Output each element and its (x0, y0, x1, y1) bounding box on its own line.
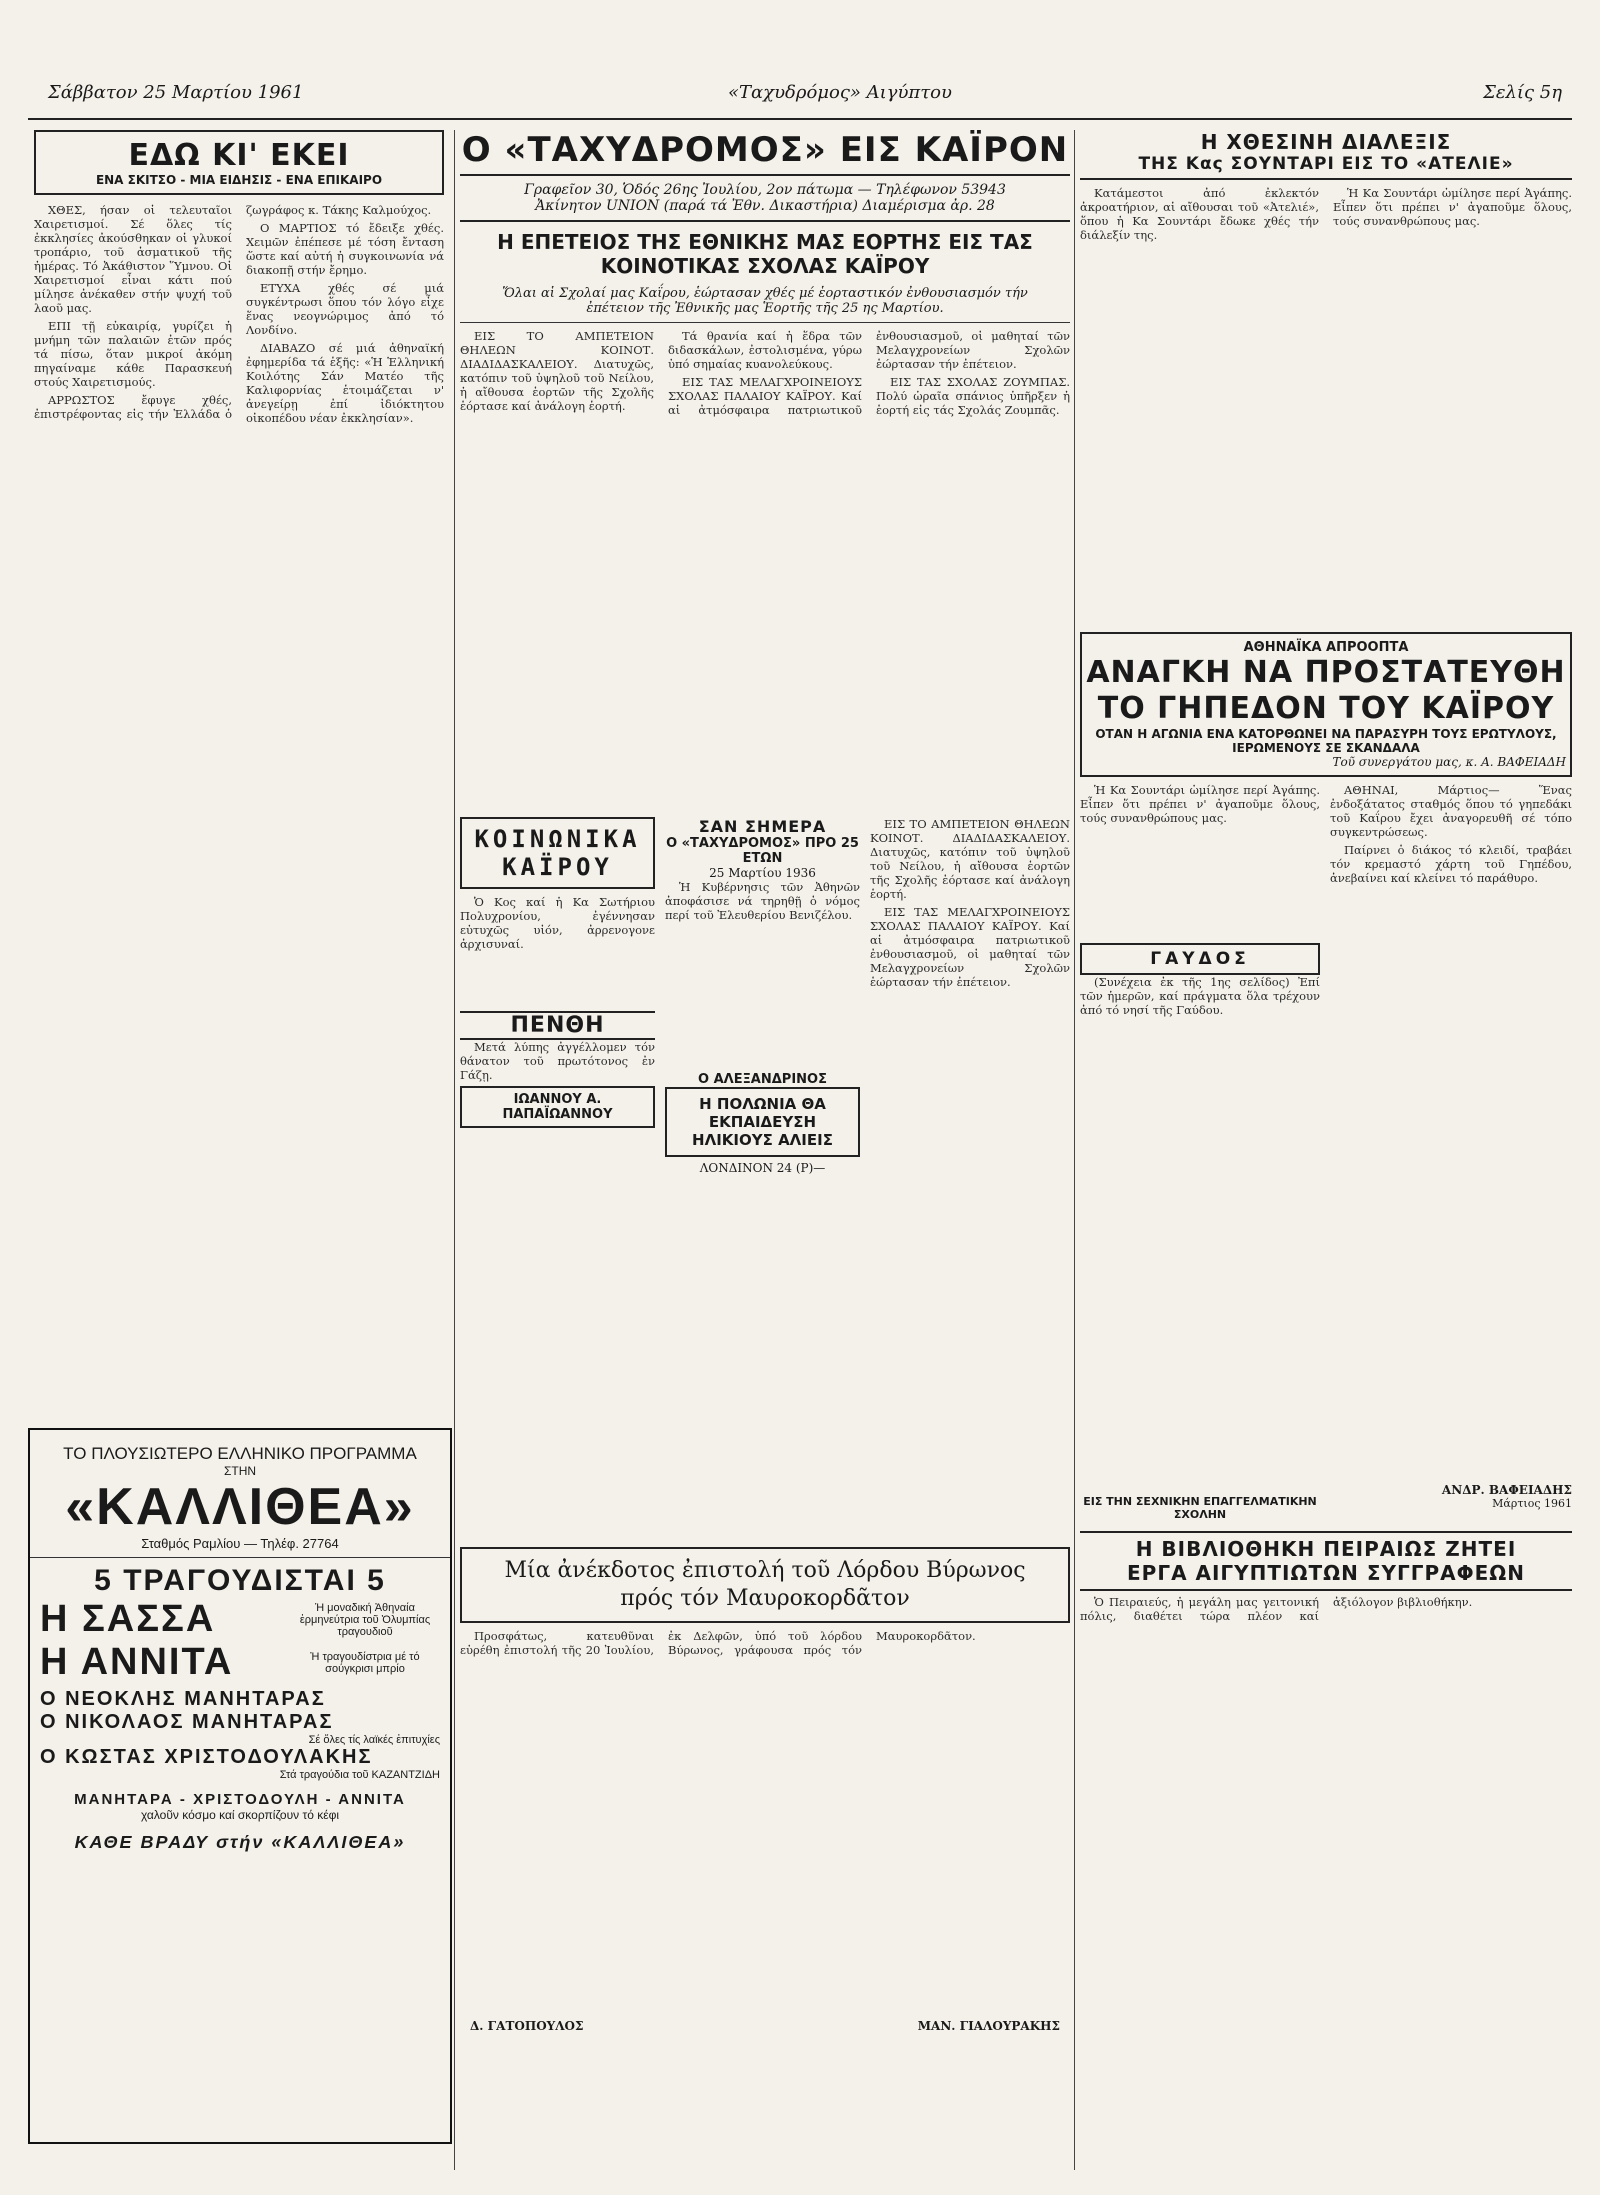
article-body (460, 323, 1070, 809)
ad-note: Στά τραγούδια τοῦ ΚΑΖΑΝΤΖΙΔΗ (279, 1769, 440, 1781)
signature: ΑΝΔΡ. ΒΑΦΕΙΑΔΗΣ (1441, 1483, 1572, 1497)
issue-date: Σάββατον 25 Μαρτίου 1961 (48, 82, 304, 103)
letter-column-top (870, 817, 1070, 1537)
past-column (665, 817, 860, 1537)
signature-date: Μάρτιος 1961 (1492, 1497, 1572, 1510)
ad-performer: Η ΑΝΝΙΤΑ (40, 1641, 234, 1683)
paragraph: ΑΡΡΩΣΤΟΣ ἔφυγε χθές, ἐπιστρέφοντας εἰς τήν Ἑλλάδα ὁ ζωγράφος κ. Τάκης Καλμούχος. (34, 203, 432, 421)
paragraph: Προσφάτως, κατευθῦναι εὑρέθη ἐπιστολή τῆς 20 Ἰουλίου, ἐκ Δελφῶν, ὑπό τοῦ λόρδου Βύρωνος, γράφουσα πρός τόν Μαυροκορδᾶτον. (460, 1629, 976, 1657)
paragraph: Ο ΜΑΡΤΙΟΣ τό ἔδειξε χθές. Χειμῶν ἐπέπεσε μέ τόση ἔνταση ὥστε καί αὐτή ἡ συγκοινωνία νά διακοπῇ στήν ἔρημο. (246, 221, 444, 277)
office-info: Ἀκίνητον UNION (παρά τά Ἐθν. Δικαστήρια) Διαμέρισμα ἀρ. 28 (460, 198, 1070, 222)
letter-header (460, 1547, 1070, 1623)
letter-body (460, 1629, 1070, 2019)
divider (30, 1557, 450, 1558)
paragraph: Ἡ Κυβέρνησις τῶν Ἀθηνῶν ἀποφάσισε νά τηρηθῇ ὁ νόμος περί τοῦ Ἐλευθερίου Βενιζέλου. (665, 880, 860, 922)
masthead: «Ταχυδρόμος» Αιγύπτου (728, 82, 952, 103)
section-subtitle: ΕΝΑ ΣΚΙΤΣΟ - ΜΙΑ ΕΙΔΗΣΙΣ - ΕΝΑ ΕΠΙΚΑΙΡΟ (95, 173, 383, 187)
column-rule (454, 130, 455, 2170)
paragraph: Ἡ Κα Σουντάρι ὡμίλησε περί Ἀγάπης. Εἶπεν ὅτι πρέπει ν' ἀγαποῦμε ὅλους, τούς συνανθρώπους μας. (1333, 186, 1572, 228)
ad-note: Ἡ τραγουδίστρια μέ τό σούγκρισι μπρίο (310, 1650, 420, 1675)
ad-note: Ἡ μοναδική Ἀθηναία ἑρμηνεύτρια τοῦ Ὀλυμπίας τραγουδιοῦ (299, 1601, 431, 1638)
past-subtitle: Ο «ΤΑΧΥΔΡΟΜΟΣ» ΠΡΟ 25 ΕΤΩΝ (666, 836, 859, 866)
dateline: ΛΟΝΔΙΝΟΝ 24 (Ρ)— (699, 1161, 826, 1175)
byline: Ο ΑΛΕΞΑΝΔΡΙΝΟΣ (698, 1072, 827, 1087)
ad-footer: ΚΑΘΕ ΒΡΑΔΥ στήν «ΚΑΛΛΙΘΕΑ» (74, 1832, 406, 1852)
byline: Τοῦ συνεργάτου μας, κ. Α. ΒΑΦΕΙΑΔΗ (1332, 755, 1566, 769)
column-right (1080, 130, 1572, 2170)
ad-performer: Η ΣΑΣΣΑ (40, 1598, 216, 1640)
ad-note: Σέ ὅλες τίς λαϊκές ἐπιτυχίες (308, 1734, 440, 1746)
feature-header (1080, 632, 1572, 777)
ad-performer: Ο ΚΩΣΤΑΣ ΧΡΙΣΤΟΔΟΥΛΑΚΗΣ (40, 1746, 373, 1768)
paragraph: ΕΙΣ ΤΑΣ ΜΕΛΑΓΧΡΟΙΝΕΙΟΥΣ ΣΧΟΛΑΣ ΠΑΛΑΙΟΥ ΚΑΪΡΟΥ. Καί αἱ ἀτμόσφαιρα πατριωτικοῦ ἐνθουσιασμοῦ, οἱ μαθηταί τῶν Μελαγχρονείων Σχολῶν ἑώρτασαν τήν ἐπέτειον. (870, 905, 1070, 989)
paragraph: Παίρνει ὁ διάκος τό κλειδί, τραβάει τόν κρεμαστό χάρτη τοῦ Γηπέδου, ἀνεβαίνει καί κλείνει τό παράθυρο. (1330, 843, 1572, 885)
headline: Η ΠΟΛΩΝΙΑ ΘΑ ΕΚΠΑΙΔΕΥΣΗ ΗΛΙΚΙΟΥΣ ΑΛΙΕΙΣ (665, 1087, 860, 1157)
column-left (28, 130, 450, 1420)
paragraph: ΕΠΙ τῇ εὐκαιρίᾳ, γυρίζει ἡ μνήμη τῶν παλαιῶν ἐτῶν πρός τά πίσω, ὅταν μικροί ἀκόμη πηγαίναμε κάθε Παρασκευή στούς Χαιρετισμούς. (34, 319, 232, 389)
paragraph: Ἡ Κα Σουντάρι ὡμίλησε περί Ἀγάπης. Εἶπεν ὅτι πρέπει ν' ἀγαποῦμε ὅλους, τούς συνανθρώπους μας. (1080, 783, 1320, 825)
paragraph: ΑΘΗΝΑΙ, Μάρτιος— Ἕνας ἐνδοξάτατος σταθμός ὅπου τό γηπεδάκι τοῦ Καΐρου ἔχει ἀναγορευθῆ σέ τόπο συγκεντρώσεως. (1330, 783, 1572, 839)
signature: Δ. ΓΑΤΟΠΟΥΛΟΣ (470, 2019, 584, 2033)
paragraph: (Συνέχεια ἐκ τῆς 1ης σελίδος) Ἐπί τῶν ἡμερῶν, καί πράγματα ὅλα τρέχουν ἀπό τό νησί τῆς Γαύδου. (1080, 975, 1320, 1017)
library-body (1080, 1591, 1572, 1875)
paragraph: ΕΙΣ ΤΑΣ ΣΧΟΛΑΣ ΖΟΥΜΠΑΣ. Πολύ ὡραῖα σπάνιος ὑπῆρξεν ἡ ἑορτή εἰς τάς Σχολάς Ζουμπᾶς. (876, 375, 1070, 417)
paragraph: ΕΙΣ ΤΟ ΑΜΠΕΤΕΙΟΝ ΘΗΛΕΩΝ ΚΟΙΝΟΤ. ΔΙΑΔΙΔΑΣΚΑΛΕΙΟΥ. Διατυχῶς, κατόπιν τοῦ ὑψηλοῦ τοῦ Νείλου, ἡ αἴθουσα ἑορτῶν τῆς Σχολῆς ἑόρτασε καί ἀνάλογη ἑορτή. (870, 817, 1070, 901)
signature: ΜΑΝ. ΓΙΑΛΟΥΡΑΚΗΣ (917, 2019, 1060, 2033)
library-header (1080, 1531, 1572, 1591)
school-title: ΕΙΣ ΤΗΝ ΣΕΧΝΙΚΗΝ ΕΠΑΓΓΕΛΜΑΤΙΚΗΝ ΣΧΟΛΗΝ (1083, 1495, 1317, 1521)
paragraph: ΕΤΥΧΑ χθές σέ μιά συγκέντρωσι ὅπου τόν λόγο εἶχε ἕνας νεογνώριμος ἀπό τό Λονδίνο. (246, 281, 444, 337)
section-header (34, 130, 444, 195)
column-rule (1074, 130, 1075, 2170)
article-body (1080, 180, 1572, 626)
headline: Η ΒΙΒΛΙΟΘΗΚΗ ΠΕΙΡΑΙΩΣ ΖΗΤΕΙ (1135, 1537, 1517, 1561)
paragraph: Ὁ Κος καί ἡ Κα Σωτήριου Πολυχρονίου, ἐγέννησαν εὐτυχῶς υἱόν, ἀρρενογονε ἀρχισυναί. (460, 895, 655, 951)
ad-address: Σταθμός Ραμλίου — Τηλέφ. 27764 (141, 1536, 339, 1551)
ad-performer: Ο ΝΕΟΚΛΗΣ ΜΑΝΗΤΑΡΑΣ (40, 1688, 326, 1710)
headline: ΑΝΑΓΚΗ ΝΑ ΠΡΟΣΤΑΤΕΥΘΗ (1086, 655, 1566, 690)
gavdos-title: ΓΑΥΔΟΣ (1080, 943, 1320, 975)
ad-line: ΣΤΗΝ (223, 1464, 257, 1478)
newspaper-page (28, 18, 1572, 2178)
headline: ΤΟ ΓΗΠΕΔΟΝ ΤΟΥ ΚΑΪΡΟΥ (1097, 691, 1555, 726)
letter-title: Μία ἀνέκδοτος ἐπιστολή τοῦ Λόρδου Βύρωνος πρός τόν Μαυροκορδᾶτον (504, 1558, 1026, 1611)
article-body (28, 203, 450, 1383)
advertisement-kallithea (28, 1428, 452, 2144)
paragraph: ΕΙΣ ΤΟ ΑΜΠΕΤΕΙΟΝ ΘΗΛΕΩΝ ΚΟΙΝΟΤ. ΔΙΑΔΙΔΑΣΚΑΛΕΙΟΥ. Διατυχῶς, κατόπιν τοῦ ὑψηλοῦ τοῦ Νείλου, ἡ αἴθουσα ἑορτῶν τῆς Σχολῆς ἑόρτασε καί ἀνάλογη ἑορτή. (460, 329, 654, 413)
ad-trio: ΜΑΝΗΤΑΡΑ - ΧΡΙΣΤΟΔΟΥΛΗ - ΑΝΝΙΤΑ (74, 1791, 406, 1808)
headline: Η ΕΠΕΤΕΙΟΣ ΤΗΣ ΕΘΝΙΚΗΣ ΜΑΣ ΕΟΡΤΗΣ ΕΙΣ ΤΑΣ ΚΟΙΝΟΤΙΚΑΣ ΣΧΟΛΑΣ ΚΑΪΡΟΥ (497, 230, 1033, 278)
page-number: Σελίς 5η (1483, 82, 1562, 103)
paragraph: Τά θρανία καί ἡ ἕδρα τῶν διδασκάλων, ἐστολισμένα, γύρω ὑπό σημαίας κυανολεύκους. (668, 329, 862, 371)
section-title: Ο «ΤΑΧΥΔΡΟΜΟΣ» ΕΙΣ ΚΑΪΡΟΝ (460, 130, 1070, 176)
past-title: ΣΑΝ ΣΗΜΕΡΑ (698, 817, 827, 836)
section-title: ΕΔΩ ΚΙ' ΕΚΕΙ (128, 138, 350, 173)
paragraph: Κατάμεστοι ἀπό ἐκλεκτόν ἀκροατήριον, αἱ αἴθουσαι τοῦ «Ἀτελιέ», ὅπου ἡ Κα Σουντάρι ἔδωκε χθές τήν διάλεξίν της. (1080, 186, 1319, 242)
social-column (460, 817, 655, 1537)
lecture-title: Η ΧΘΕΣΙΝΗ ΔΙΑΛΕΞΙΣ (1200, 130, 1452, 154)
ad-performer: Ο ΝΙΚΟΛΑΟΣ ΜΑΝΗΤΑΡΑΣ (40, 1711, 334, 1733)
office-info: Γραφεῖον 30, Ὁδός 26ης Ἰουλίου, 2ον πάτωμα — Τηλέφωνον 53943 (524, 182, 1006, 198)
ad-note: χαλοῦν κόσμο καί σκορπίζουν τό κέφι (140, 1808, 340, 1822)
kicker: ΑΘΗΝΑΪΚΑ ΑΠΡΟΟΠΤΑ (1243, 640, 1409, 655)
lede: Ὅλαι αἱ Σχολαί μας Καΐρου, ἑώρτασαν χθές μέ ἑορταστικόν ἐνθουσιασμόν τήν ἐπέτειον τῆς Ἐθνικῆς μας Ἑορτῆς τῆς 25 ης Μαρτίου. (460, 286, 1070, 323)
ad-count: 5 ΤΡΑΓΟΥΔΙΣΤΑΙ 5 (94, 1564, 386, 1597)
ad-venue-name: «ΚΑΛΛΙΘΕΑ» (65, 1478, 415, 1536)
page-header (28, 78, 1572, 120)
column-middle (460, 130, 1070, 2170)
paragraph: ΧΘΕΣ, ήσαν οἱ τελευταῖοι Χαιρετισμοί. Σέ ὅλες τίς ἐκκλησίες ἀκούσθηκαν οἱ γλυκοί τροπάριο, τοῦ ἀσματικοῦ τῆς ἡμέρας. Τό Ἀκάθιστον Ὕμνου. Οἱ Χαιρετισμοί εἶναι κάτι πού μίλησε ἀνέκαθεν στήν ψυχή τοῦ λαοῦ μας. (34, 203, 232, 315)
paragraph: Ὁ Πειραιεύς, ἡ μεγάλη μας γειτονική πόλις, διαθέτει τώρα πλέον καί ἀξιόλογον βιβλιοθήκην. (1080, 1595, 1473, 1623)
lecture-subtitle: ΤΗΣ Κας ΣΟΥΝΤΑΡΙ ΕΙΣ ΤΟ «ΑΤΕΛΙΕ» (1080, 154, 1572, 180)
deck: ΟΤΑΝ Η ΑΓΩΝΙΑ ΕΝΑ ΚΑΤΟΡΘΩΝΕΙ ΝΑ ΠΑΡΑΣΥΡΗ ΤΟΥΣ ΕΡΩΤΥΛΟΥΣ, ΙΕΡΩΜΕΝΟΥΣ ΣΕ ΣΚΑΝΔΑΛΑ (1095, 727, 1557, 755)
paragraph: ΔΙΑΒΑΖΟ σέ μιά ἀθηναϊκή ἐφημερίδα τά ἑξῆς: «Ἡ Ἑλληνική Κοιλότης Σάν Ματέο τῆς Καλιφορνίας ἑτοιμάζεται ν' ἀνεγείρῃ ἐπί ἰδιόκτητου οἰκοπέδου νέαν ἐκκλησίαν». (246, 341, 444, 425)
paragraph: ΕΙΣ ΤΑΣ ΜΕΛΑΓΧΡΟΙΝΕΙΟΥΣ ΣΧΟΛΑΣ ΠΑΛΑΙΟΥ ΚΑΪΡΟΥ. Καί αἱ ἀτμόσφαιρα πατριωτικοῦ ἐνθουσιασμοῦ, οἱ μαθηταί τῶν Μελαγχρονείων Σχολῶν ἑώρτασαν τήν ἐπέτειον. (668, 329, 1070, 417)
mourning-title: ΠΕΝΘΗ (460, 1011, 655, 1040)
mourning-name: ΙΩΑΝΝΟΥ Α. ΠΑΠΑΪΩΑΝΝΟΥ (460, 1086, 655, 1128)
paragraph: Μετά λύπης ἀγγέλλομεν τόν θάνατον τοῦ πρωτότονος ἐν Γάζῃ. (460, 1040, 655, 1082)
ad-line: ΤΟ ΠΛΟΥΣΙΩΤΕΡΟ ΕΛΛΗΝΙΚΟ ΠΡΟΓΡΑΜΜΑ (63, 1444, 417, 1463)
headline: ΕΡΓΑ ΑΙΓΥΠΤΙΩΤΩΝ ΣΥΓΓΡΑΦΕΩΝ (1127, 1561, 1525, 1585)
past-date: 25 Μαρτίου 1936 (709, 866, 816, 880)
social-title: ΚΟΙΝΩΝΙΚΑ ΚΑΪΡΟΥ (460, 817, 655, 889)
